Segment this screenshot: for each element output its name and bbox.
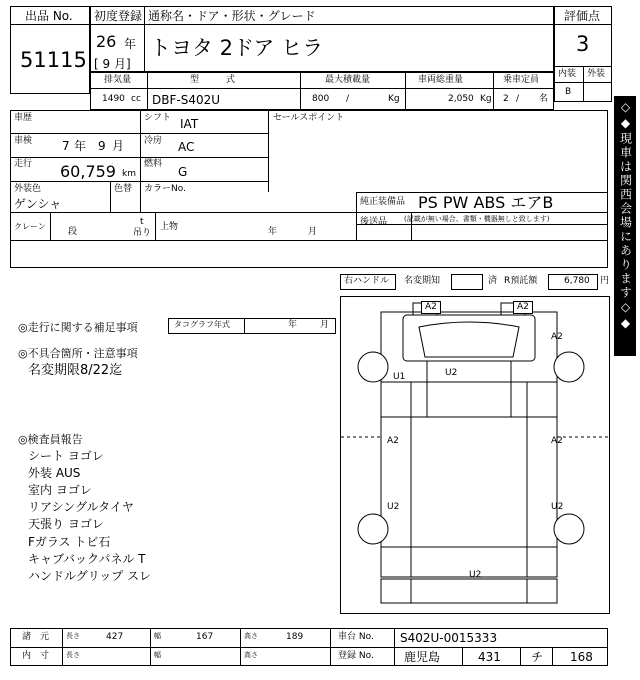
report-line: Fガラス トビ石 [28, 535, 111, 549]
history-label: 車歴 [14, 113, 33, 123]
lot-label: 出品 No. [25, 9, 73, 23]
color-change-label: 色替 [114, 184, 133, 194]
shift-value: IAT [180, 117, 199, 131]
damage-mark: A2 [387, 436, 399, 446]
in-len-label: 長さ [66, 651, 80, 659]
model-label: 型 式 [190, 75, 236, 85]
ac-label: 冷房 [144, 136, 163, 146]
report-line: キャブバックパネル T [28, 552, 146, 566]
score-label: 評価点 [564, 9, 601, 23]
model-value: DBF-S402U [152, 93, 221, 107]
reg-class: 431 [478, 650, 501, 664]
supplies-note: (記載が無い場合、書類・機器無しと致します) [404, 215, 550, 223]
weight-value: 2,050 [448, 94, 474, 104]
in-wid-label: 幅 [154, 651, 161, 659]
height-value: 189 [286, 632, 304, 642]
load-label: 最大積載量 [325, 75, 371, 85]
mileage-label: 走行 [14, 159, 33, 169]
defect-title: ◎不具合箇所・注意事項 [18, 347, 138, 360]
chassis-value: S402U-0015333 [400, 631, 498, 645]
inspect-label: 車検 [14, 136, 33, 146]
inspect-month-unit: 月 [112, 139, 125, 153]
reg-kana: チ [531, 650, 544, 664]
int-label: 内装 [558, 69, 577, 79]
equip-value: PS PW ABS エアB [418, 193, 554, 212]
first-reg-label: 初度登録 [94, 9, 143, 23]
capacity-value: 2 [503, 94, 509, 104]
in-hgt-label: 高さ [244, 651, 258, 659]
report-line: 天張り ヨゴレ [28, 517, 104, 531]
disp-unit: cc [131, 94, 141, 104]
equip-label: 純正装備品 [360, 197, 406, 207]
weight-label: 車両総重量 [418, 75, 464, 85]
mileage-unit: km [122, 169, 136, 179]
reg-year-unit: 年 [124, 37, 137, 51]
tacho-month: 月 [320, 320, 330, 330]
mileage-value: 60,759 [60, 162, 116, 181]
damage-mark: A2 [551, 332, 563, 342]
weight-unit: Kg [480, 94, 492, 104]
name-change-label: 名変期知 [404, 276, 441, 286]
recycle-value: 6,780 [564, 276, 590, 286]
reg-month: [ 9 月] [94, 57, 131, 71]
disp-label: 排気量 [104, 75, 132, 85]
name-label: 通称名・ドア・形状・グレード [148, 9, 316, 23]
guarantee-label: 済 [488, 276, 498, 286]
upper-year: 年 [268, 227, 278, 237]
location-banner-text: ◇◆現車は関西会場にあります◇◆ [618, 100, 633, 332]
color-value: ゲンシャ [14, 197, 62, 211]
damage-mark: A2 [421, 301, 441, 314]
supplies-label: 後送品 [360, 217, 388, 227]
load-sep: / [346, 94, 350, 104]
fuel-value: G [178, 165, 188, 179]
damage-mark: A2 [551, 436, 563, 446]
upper-month: 月 [308, 227, 318, 237]
ac-value: AC [178, 140, 195, 154]
reg-number: 168 [570, 650, 593, 664]
inspect-year: 7 [62, 139, 70, 153]
score-value: 3 [576, 32, 590, 56]
defect-text: 名変期限8/22迄 [28, 363, 123, 378]
color-label: 外装色 [14, 184, 42, 194]
damage-mark: A2 [513, 301, 533, 314]
tacho-year: 年 [288, 320, 298, 330]
int-grade: B [565, 87, 572, 97]
inspect-year-unit: 年 [74, 139, 87, 153]
tacho-label: タコグラフ年式 [174, 320, 230, 329]
name-change-box [451, 274, 483, 290]
damage-mark: U2 [445, 368, 458, 378]
report-title: ◎検査員報告 [18, 433, 83, 446]
chassis-label: 車台 No. [338, 632, 374, 642]
location-banner [614, 96, 636, 356]
run-notes-title: ◎走行に関する補足事項 [18, 321, 138, 334]
report-line: シート ヨゴレ [28, 449, 104, 463]
width-value: 167 [196, 632, 214, 642]
recycle-unit: 円 [600, 276, 610, 286]
inner-label: 内 寸 [22, 651, 50, 661]
crane-label: クレーン [14, 222, 46, 231]
report-line: 室内 ヨゴレ [28, 483, 92, 497]
lot-number: 51115 [20, 48, 87, 72]
dims-label: 諸 元 [22, 632, 50, 642]
car-name: トヨタ 2ドア ヒラ [150, 36, 324, 60]
disp-value: 1490 [102, 94, 125, 104]
report-line: 外装 AUS [28, 466, 81, 480]
crane-ton: t [140, 217, 144, 227]
reg-place: 鹿児島 [404, 650, 441, 664]
crane-steps: 段 [68, 227, 78, 237]
fuel-label: 燃料 [144, 159, 163, 169]
reg-year: 26 [96, 32, 117, 51]
reg-label: 登録 No. [338, 651, 374, 661]
damage-mark: U2 [551, 502, 564, 512]
recycle-label: R預託額 [504, 276, 538, 286]
wid-label: 幅 [154, 632, 161, 640]
report-line: リアシングルタイヤ [28, 500, 134, 514]
damage-mark: U2 [469, 570, 482, 580]
color-no-label: カラーNo. [144, 184, 186, 194]
shift-label: シフト [144, 113, 172, 123]
hgt-label: 高さ [244, 632, 258, 640]
upper-label: 上物 [160, 222, 179, 232]
load-value: 800 [312, 94, 330, 104]
damage-mark: U1 [393, 372, 406, 382]
load-unit: Kg [388, 94, 400, 104]
sales-label: セールスポイント [273, 113, 345, 123]
handle-value: 右ハンドル [344, 276, 390, 286]
report-line: ハンドルグリップ スレ [28, 569, 152, 583]
cap-unit: 名 [539, 94, 549, 104]
inspect-month: 9 [98, 139, 106, 153]
cap-sep: / [516, 94, 520, 104]
damage-mark: U2 [387, 502, 400, 512]
damage-diagram [340, 296, 610, 614]
len-label: 長さ [66, 632, 80, 640]
truck-outline [341, 297, 609, 613]
length-value: 427 [106, 632, 124, 642]
crane-hoist: 吊り [133, 228, 152, 238]
ext-label: 外装 [587, 69, 606, 79]
cap-label: 乗車定員 [503, 75, 540, 85]
